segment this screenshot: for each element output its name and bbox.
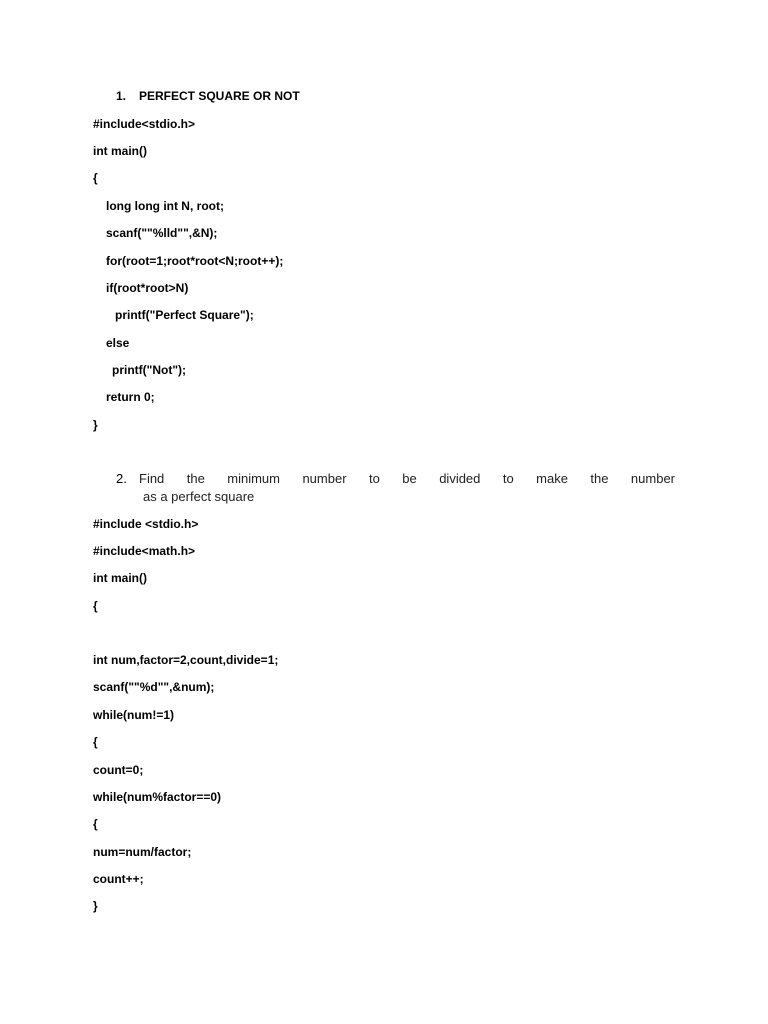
code-line: }	[93, 418, 98, 432]
code-line: count++;	[93, 872, 144, 886]
code-line: while(num!=1)	[93, 708, 175, 722]
section-1-heading: PERFECT SQUARE OR NOT	[139, 89, 300, 103]
code-line: count=0;	[93, 763, 144, 777]
code-line: int main()	[93, 144, 147, 158]
code-line: else	[106, 336, 130, 350]
section-2-heading-line-2: as a perfect square	[143, 489, 255, 504]
code-line: }	[93, 899, 98, 913]
code-line: long long int N, root;	[106, 199, 224, 213]
code-line: int num,factor=2,count,divide=1;	[93, 653, 279, 667]
code-line: printf("Not");	[112, 363, 187, 377]
code-line: for(root=1;root*root<N;root++);	[106, 254, 284, 268]
code-line: {	[93, 735, 98, 749]
code-line: return 0;	[106, 390, 155, 404]
code-line: #include <stdio.h>	[93, 517, 199, 531]
code-line: num=num/factor;	[93, 845, 192, 859]
code-line: scanf(""%lld"",&N);	[106, 226, 218, 240]
code-line: printf("Perfect Square");	[115, 308, 254, 322]
code-line: {	[93, 599, 98, 613]
code-line: int main()	[93, 571, 147, 585]
code-line: if(root*root>N)	[106, 281, 189, 295]
code-line: {	[93, 817, 98, 831]
code-line: {	[93, 171, 98, 185]
code-line: while(num%factor==0)	[93, 790, 222, 804]
section-2-number: 2.	[116, 471, 127, 486]
code-line: #include<math.h>	[93, 544, 196, 558]
section-1-number: 1.	[116, 89, 127, 103]
code-line: #include<stdio.h>	[93, 117, 196, 131]
section-2-heading-line-1: Find the minimum number to be divided to make the number	[139, 471, 675, 486]
code-line: scanf(""%d"",&num);	[93, 680, 215, 694]
